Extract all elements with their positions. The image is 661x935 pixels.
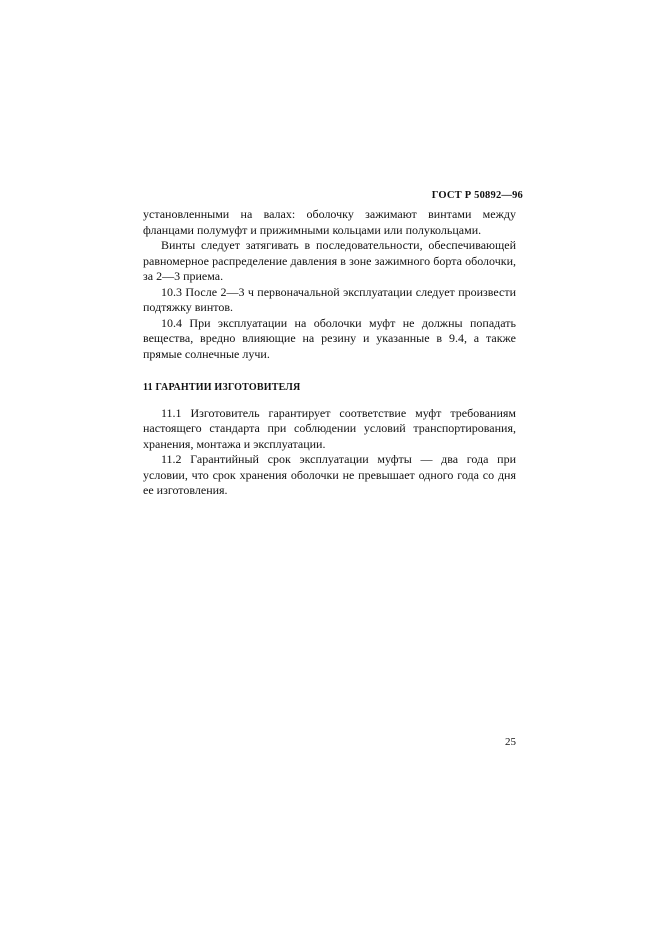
- standard-code: ГОСТ Р 50892—96: [431, 190, 523, 201]
- paragraph-continuation: установленными на валах: оболочку зажимают винтами между фланцами полумуфт и прижимными кольцами или полукольцами.: [143, 207, 516, 237]
- paragraph-11-1: 11.1 Изготовитель гарантирует соответствие муфт требованиям настоящего стандарта при соблюдении условий транспортирования, хранения, монтажа и эксплуатации.: [143, 405, 516, 451]
- page-number: 25: [505, 736, 516, 748]
- paragraph-screws: Винты следует затягивать в последовательности, обеспечивающей равномерное распределение давления в зоне зажимного борта оболочки, за 2—3 приема.: [143, 238, 516, 283]
- paragraph-10-3: 10.3 После 2—3 ч первоначальной эксплуатации следует произвести подтяжку винтов.: [143, 284, 516, 314]
- document-body: [143, 207, 516, 499]
- paragraph-11-2: 11.2 Гарантийный срок эксплуатации муфты — два года при условии, что срок хранения оболочки не превышает одного года со дня ее изготовления.: [143, 452, 516, 497]
- document-header: [432, 190, 523, 201]
- section-title: 11 ГАРАНТИИ ИЗГОТОВИТЕЛЯ: [143, 382, 301, 393]
- paragraph-10-4: 10.4 При эксплуатации на оболочки муфт не должны попадать вещества, вредно влияющие на резину и указанные в 9.4, а также прямые солнечные лучи.: [143, 315, 516, 361]
